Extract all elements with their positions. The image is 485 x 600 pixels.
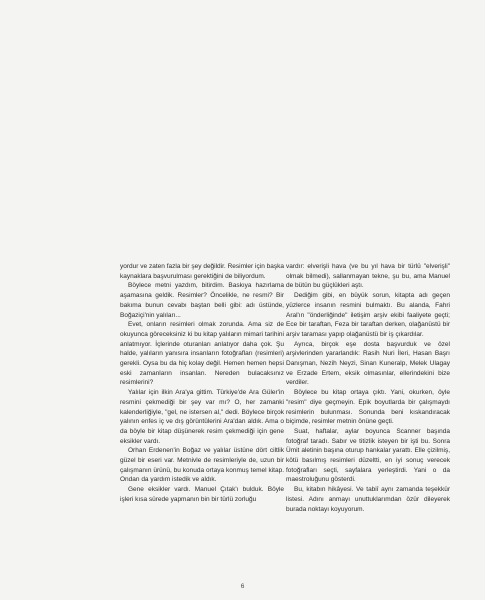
paragraph: Yalılar için ilkin Ara'ya gittim. Türkiye'de Ara Güler'in resmini çekmediği bir şey var mı? O, her zamanki kalenderliğiyle, "gel, ne istersen al," dedi. Böylece birçok yalının enfes iç ve dış görüntülerini Ara'dan aldık. Ama o da böyle bir kitap düşünerek resim çekmediği için gene eksikler vardı.	[120, 389, 284, 445]
paragraph: Orhan Erdenen'in Boğaz ve yalılar üstüne dört ciltlik güzel bir eseri var. Metnivle de resimleriyle de, uzun bir çalışmanın ürünü, bu konuda ortaya konmuş temel kitap. Ondan da yardım istedik ve aldık.	[120, 447, 284, 484]
paragraph: yordur ve zaten fazla bir şey değildir. Resimler için başka kaynaklara başvurulması gerektiğini de biliyordum.	[120, 263, 284, 280]
right-text-column	[286, 262, 450, 514]
page-number: 6	[240, 583, 245, 590]
paragraph: Bu, kitabın hikâyesi. Ve tabiî aynı zamanda teşekkür listesi. Adını anmayı unuttuklarımdan özür dileyerek burada noktayı koyuyorum.	[286, 486, 450, 513]
paragraph: Evet, onların resimleri olmak zorunda. Ama siz de okuyunca göreceksiniz ki bu kitap yalıların mimari tarihini anlatmıyor. İçlerinde oturanları anlatıyor daha çok. Şu halde, yalıların yanısıra insanların fotoğrafları (resimleri) gerekli. Oysa bu da hiç kolay değil. Hemen hemen hepsi eski zamanların insanları. Nereden bulacaksınız resimlerini?	[120, 321, 284, 387]
paragraph: Gene eksikler vardı. Manuel Çıtak'ı bulduk. Böyle işleri kısa sürede yapmanın bin bir türlü zorluğu	[120, 486, 284, 503]
paragraph: Böylece metni yazdım, bitirdim. Baskıya hazırlama aşamasına geldik. Resimler? Öncelikle, ne resmi? Bir bakıma bunun cevabı baştan belli gibi: adı üstünde, Boğaziçi'nin yalıları...	[120, 282, 284, 319]
paragraph: Dediğim gibi, en büyük sorun, kitapta adı geçen yüzlerce insanın resmini bulmaktı. Bu alanda, Fahri Aral'ın "önderliğinde" iletişim arşiv ekibi faaliyete geçti; Ece bir taraftan, Feza bir taraftan derken, olağanüstü bir arşiv taraması yapıp olağanüstü bir iş çıkardılar.	[286, 292, 450, 338]
paragraph: Böylece bu kitap ortaya çıktı. Yani, okurken, öyle "resim" diye geçmeyin. Epik boyutlarda bir çalışmaydı resimlerin bulunması. Sonunda beni kıskandıracak biçimde, resimler metnin önüne geçti.	[286, 389, 450, 426]
paragraph: Ayrıca, birçok eşe dosta başvurduk ve özel arşivlerinden yararlandık: Rasih Nuri İleri, Hasan Başrı Danışman, Nezih Neyzi, Sinan Kuneralp, Melek Ulagay ve Erzade Ertem, eksik olmasınlar, ellerindekini bize verdiler.	[286, 340, 450, 387]
left-text-column	[120, 262, 284, 505]
paragraph: Suat, haftalar, aylar boyunca Scanner başında fotoğraf taradı. Sabır ve titizlik isteyen bir işti bu. Sonra Ümit aletinin başına oturup hankalar yarattı. Elle çizilmiş, kötü basılmış resimleri düzeltti, en iyi sonuç verecek fotoğrafları seçti, sayfalara yerleştirdi. Yani o da maestroluğunu gösterdi.	[286, 427, 450, 484]
paragraph: vardır: elverişli hava (ve bu yıl hava bir türlü "elverişli" olmak bilmedi), sallanmayan tekne, şu bu, ama Manuel de bütün bu güçlükleri aştı.	[286, 263, 450, 290]
